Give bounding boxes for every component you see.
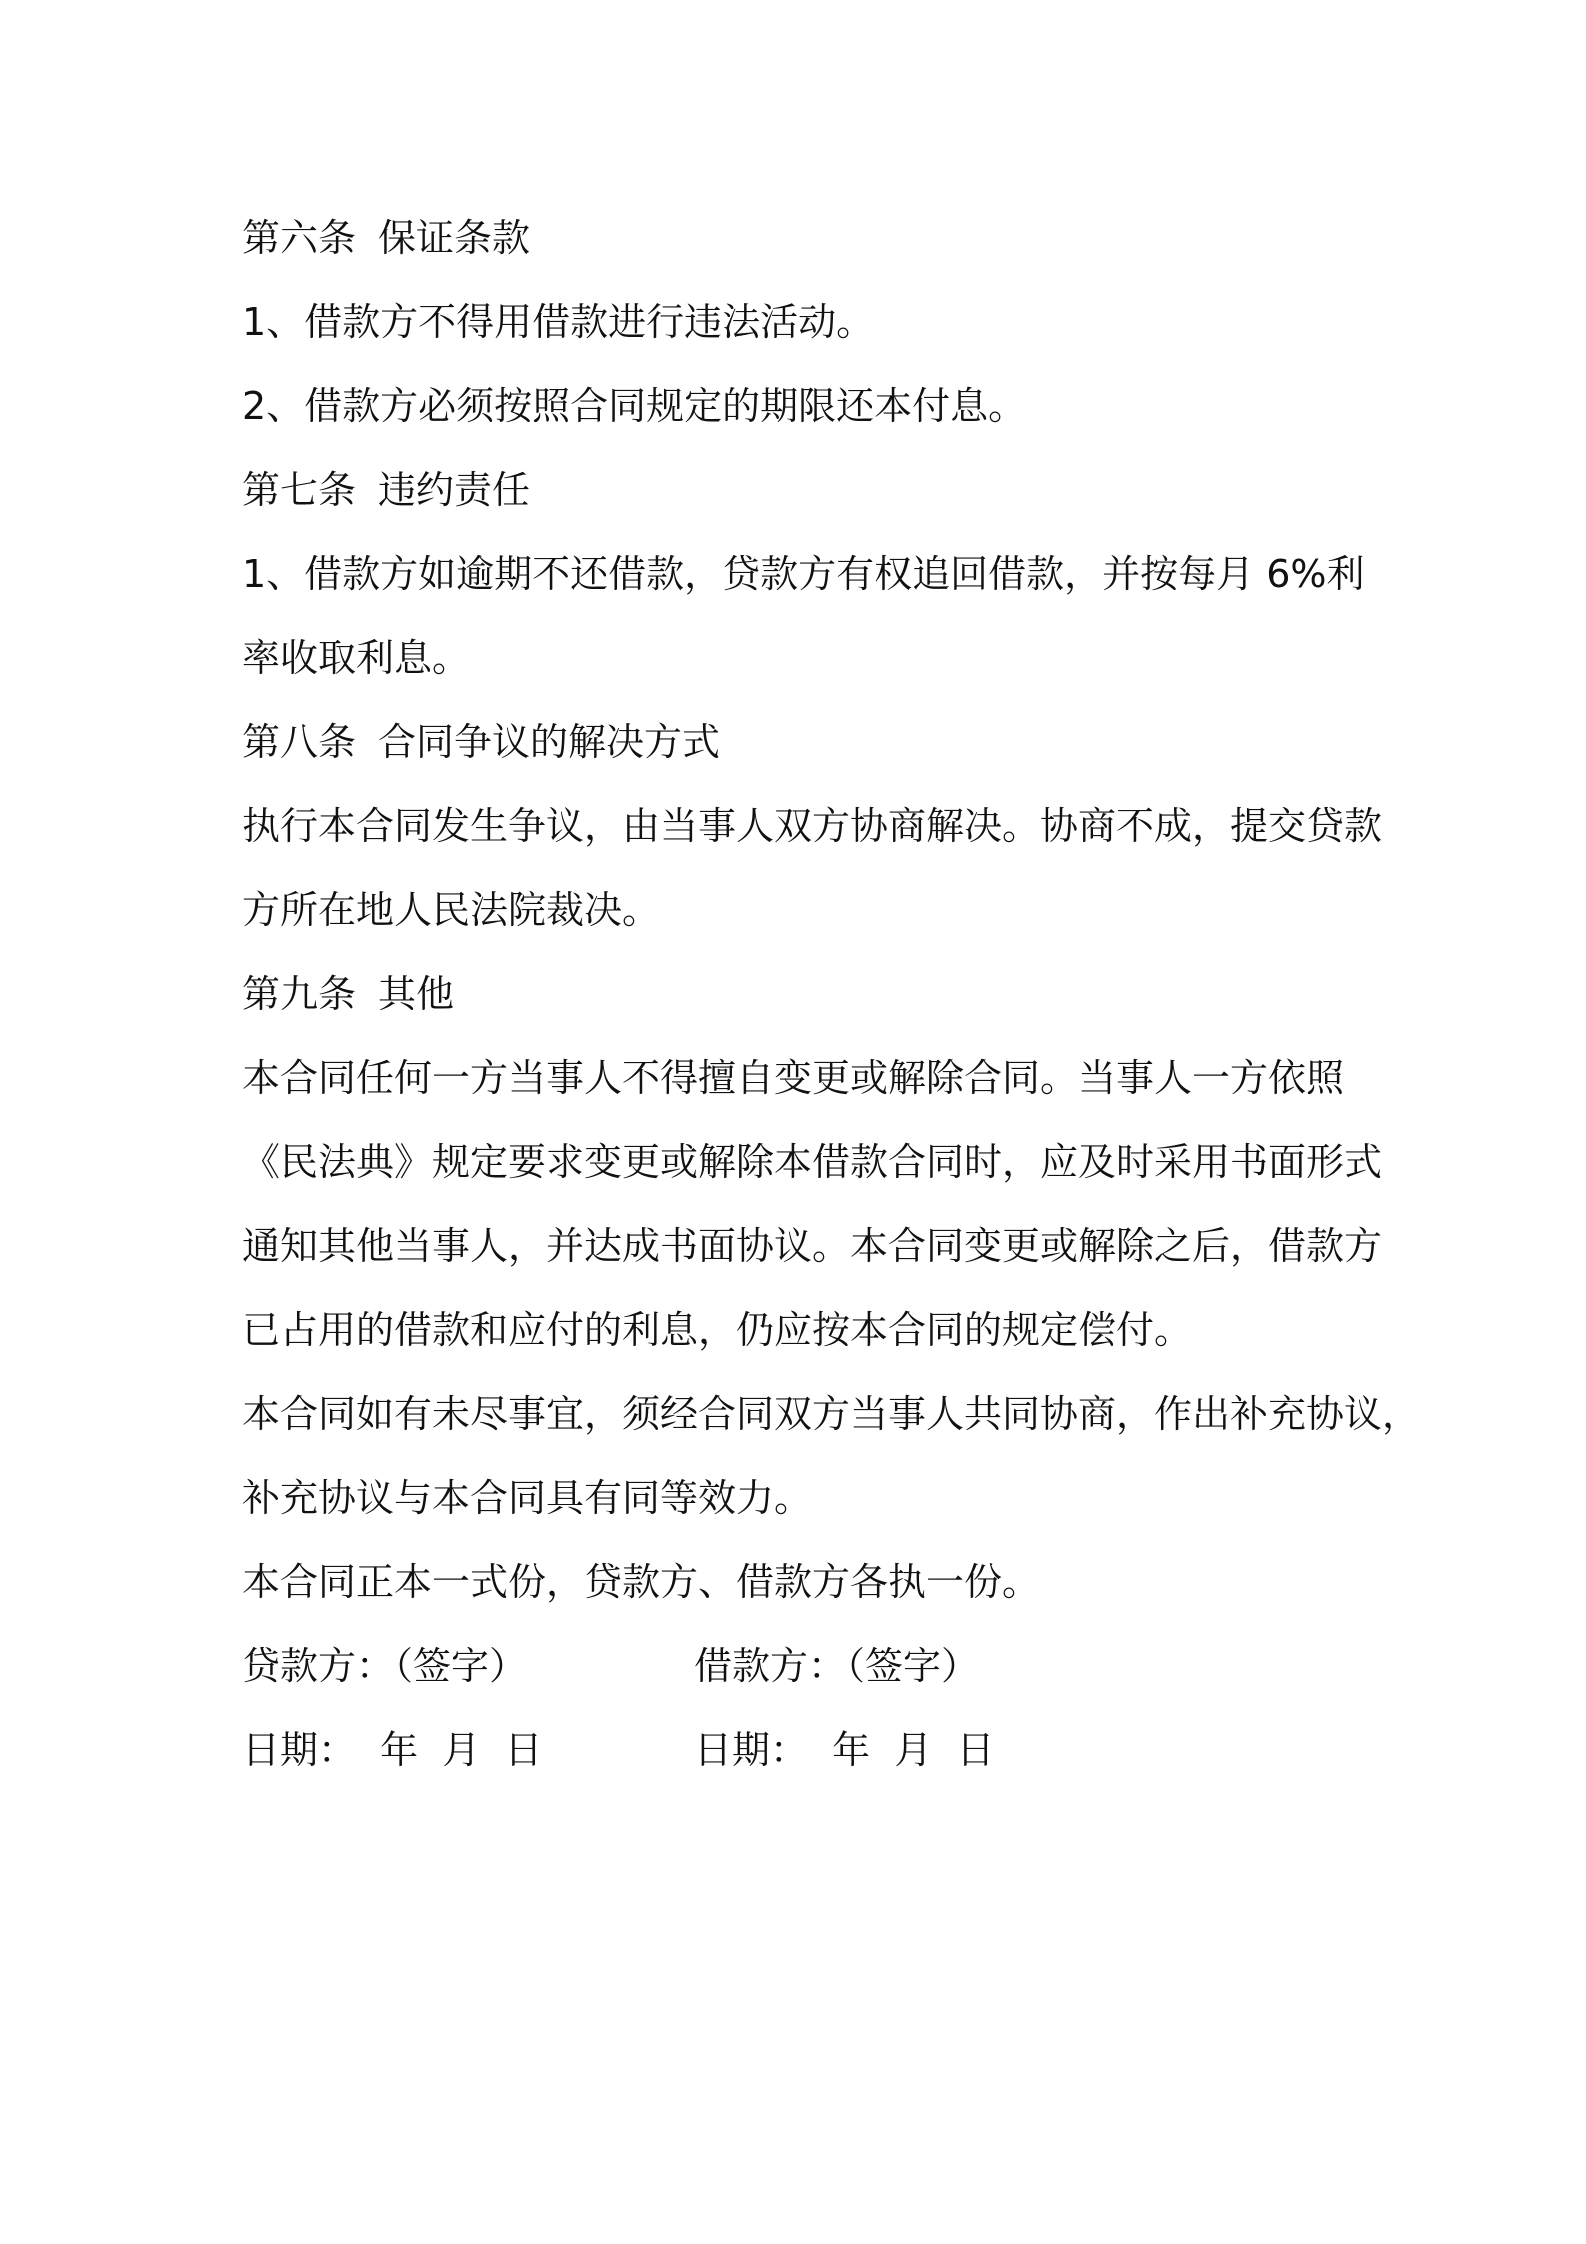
borrower-date-label: 日期： 年 月 日 [694, 1728, 995, 1772]
article-7-item-1-line-2: 率收取利息。 [242, 636, 471, 680]
article-6-item-1: 1、借款方不得用借款进行违法活动。 [242, 300, 875, 344]
article-9-paragraph-3: 本合同正本一式份，贷款方、借款方各执一份。 [242, 1560, 1041, 1604]
article-6-number: 第六条 [242, 216, 357, 260]
article-9-p2-line-1: 本合同如有未尽事宜，须经合同双方当事人共同协商，作出补充协议， [242, 1392, 1421, 1436]
article-8-number: 第八条 [242, 720, 357, 764]
article-8-line-1: 执行本合同发生争议，由当事人双方协商解决。协商不成，提交贷款 [242, 804, 1383, 848]
article-9-p1-line-2: 《民法典》规定要求变更或解除本借款合同时，应及时采用书面形式 [242, 1140, 1383, 1184]
article-9-p1-line-4: 已占用的借款和应付的利息，仍应按本合同的规定偿付。 [242, 1308, 1193, 1352]
article-9-number: 第九条 [242, 972, 357, 1016]
article-7-title: 违约责任 [378, 468, 531, 512]
article-9-p1-line-1: 本合同任何一方当事人不得擅自变更或解除合同。当事人一方依照 [242, 1056, 1345, 1100]
article-6-title: 保证条款 [378, 216, 531, 260]
date-row [242, 1708, 1362, 1792]
article-9-p1-line-3: 通知其他当事人，并达成书面协议。本合同变更或解除之后，借款方 [242, 1224, 1383, 1268]
article-7-heading [242, 448, 1362, 532]
article-7-number: 第七条 [242, 468, 357, 512]
article-8-title: 合同争议的解决方式 [378, 720, 721, 764]
article-8-line-2: 方所在地人民法院裁决。 [242, 888, 661, 932]
signature-row [242, 1624, 1362, 1708]
lender-signature-label: 贷款方：（签字） [242, 1644, 528, 1688]
contract-page [242, 196, 1421, 1792]
article-8-heading [242, 700, 1362, 784]
article-9-p2-line-2: 补充协议与本合同具有同等效力。 [242, 1476, 813, 1520]
article-9-title: 其他 [378, 972, 455, 1016]
article-9-heading [242, 952, 1362, 1036]
borrower-signature-label: 借款方：（签字） [694, 1644, 980, 1688]
article-8-paragraph [242, 784, 1383, 952]
article-7-item-1 [242, 532, 1365, 700]
lender-date-label: 日期： 年 月 日 [242, 1728, 543, 1772]
article-7-item-1-line-1: 1、借款方如逾期不还借款，贷款方有权追回借款，并按每月 6%利 [242, 552, 1365, 596]
article-9-paragraph-1 [242, 1036, 1383, 1372]
article-9-paragraph-2 [242, 1372, 1421, 1540]
article-6-item-2: 2、借款方必须按照合同规定的期限还本付息。 [242, 384, 1027, 428]
article-6-heading [242, 196, 1362, 280]
